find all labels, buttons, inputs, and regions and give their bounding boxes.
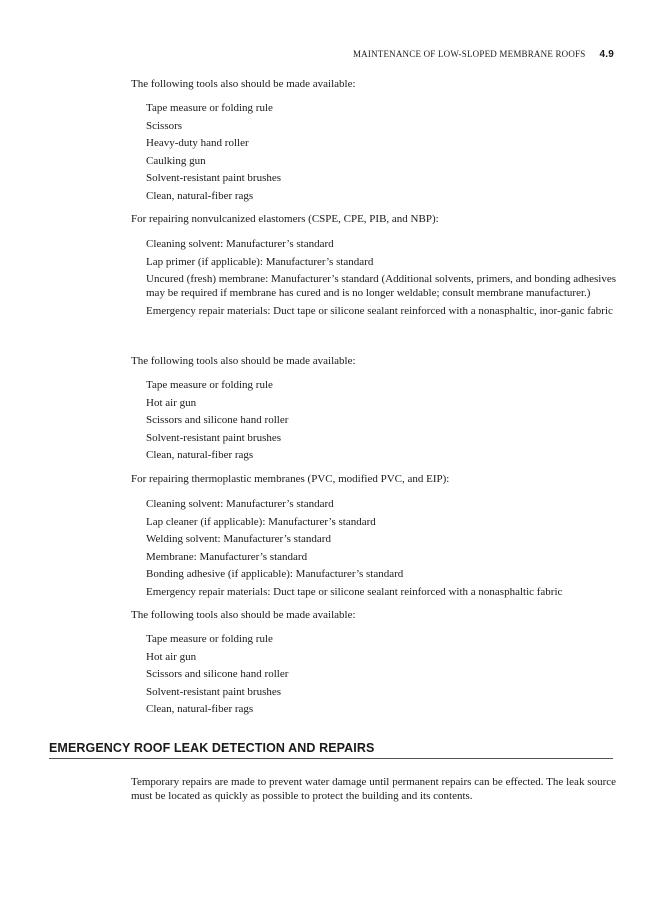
list-item: Heavy-duty hand roller [146, 137, 249, 149]
tool-list [146, 101, 616, 206]
list-item: Clean, natural-fiber rags [146, 189, 254, 202]
running-header [353, 49, 614, 60]
tool-list [146, 378, 616, 466]
list-item: Scissors [146, 119, 183, 132]
list-item: Welding solvent: Manufacturer’s standard [146, 533, 331, 545]
list-item: Tape measure or folding rule [146, 102, 273, 114]
list-item: Scissors and silicone hand roller [146, 414, 289, 426]
list-item: Emergency repair materials: Duct tape or silicone sealant reinforced with a nonasphaltic fabric [146, 585, 563, 598]
list-item: Hot air gun [146, 650, 197, 663]
list-item: Emergency repair materials: Duct tape or silicone sealant reinforced with a nonasphaltic, inor-ganic fabric [146, 304, 613, 317]
materials-list [146, 237, 616, 321]
list-item: Lap cleaner (if applicable): Manufacturer’s standard [146, 515, 376, 528]
list-item: Clean, natural-fiber rags [146, 449, 254, 461]
tool-list [146, 632, 616, 720]
section-intro: The following tools also should be made available: [131, 355, 356, 367]
materials-list [146, 497, 616, 602]
list-item: Membrane: Manufacturer’s standard [146, 550, 308, 563]
list-item: Cleaning solvent: Manufacturer’s standard [146, 238, 334, 250]
section-intro: For repairing thermoplastic membranes (PVC, modified PVC, and EIP): [131, 473, 450, 485]
list-item: Uncured (fresh) membrane: Manufacturer’s standard (Additional solvents, primers, and bonding adhesives may be required if membrane has cured and is no longer weldable; consult membrane manufacturer.) [146, 273, 616, 299]
list-item: Solvent-resistant paint brushes [146, 172, 282, 184]
section-heading: EMERGENCY ROOF LEAK DETECTION AND REPAIRS [49, 741, 613, 759]
body-paragraph: Temporary repairs are made to prevent water damage until permanent repairs can be effected. The leak source must be located as quickly as possible to protect the building and its contents. [131, 776, 616, 802]
list-item: Caulking gun [146, 154, 206, 167]
list-item: Solvent-resistant paint brushes [146, 431, 282, 444]
list-item: Hot air gun [146, 396, 197, 409]
page-number: 4.9 [599, 49, 614, 60]
list-item: Bonding adhesive (if applicable): Manufacturer’s standard [146, 568, 404, 580]
list-item: Lap primer (if applicable): Manufacturer’s standard [146, 255, 374, 268]
section-intro: The following tools also should be made available: [131, 609, 356, 621]
list-item: Cleaning solvent: Manufacturer’s standard [146, 498, 334, 510]
list-item: Tape measure or folding rule [146, 633, 273, 645]
list-item: Clean, natural-fiber rags [146, 703, 254, 715]
list-item: Solvent-resistant paint brushes [146, 685, 282, 698]
running-title: MAINTENANCE OF LOW-SLOPED MEMBRANE ROOFS [352, 49, 586, 59]
list-item: Scissors and silicone hand roller [146, 668, 289, 680]
list-item: Tape measure or folding rule [146, 379, 273, 391]
section-intro: The following tools also should be made available: [131, 78, 356, 90]
section-intro: For repairing nonvulcanized elastomers (CSPE, CPE, PIB, and NBP): [131, 213, 439, 225]
